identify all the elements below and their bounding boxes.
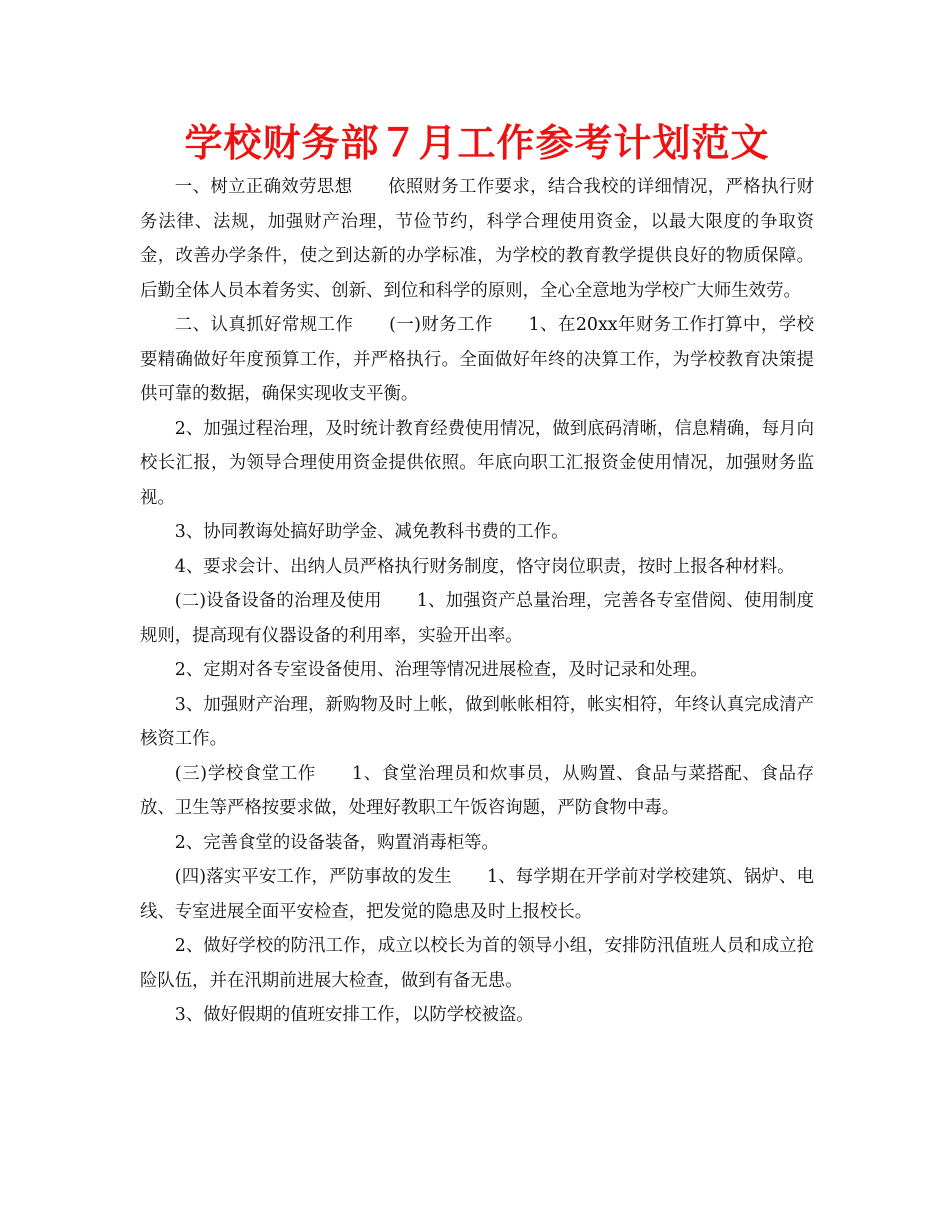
paragraph: 3、做好假期的值班安排工作，以防学校被盗。	[174, 1005, 534, 1025]
document-body	[140, 170, 814, 1033]
paragraph: 4、要求会计、出纳人员严格执行财务制度，恪守岗位职责，按时上报各种材料。	[174, 556, 795, 577]
paragraph: 3、协同教诲处搞好助学金、减免教科书费的工作。	[174, 522, 569, 542]
document-page	[140, 116, 814, 1033]
paragraph: 一、树立正确效劳思想 依照财务工作要求，结合我校的详细情况，严格执行财务法律、法规，加强财产治理，节俭节约，科学合理使用资金，以最大限度的争取资金，改善办学条件，使之到达新的办学标准，为学校的教育教学提供良好的物质保障。后勤全体人员本着务实、创新、到位和科学的原则，全心全意地为学校广大师生效劳。	[140, 177, 814, 301]
paragraph: 二、认真抓好常规工作 (一)财务工作 1、在20xx年财务工作打算中，学校要精确做好年度预算工作，并严格执行。全面做好年终的决算工作，为学校教育决策提供可靠的数据，确保实现收支平衡。	[140, 315, 814, 404]
paragraph: 2、加强过程治理，及时统计教育经费使用情况，做到底码清晰，信息精确，每月向校长汇报，为领导合理使用资金提供依照。年底向职工汇报资金使用情况，加强财务监视。	[140, 418, 814, 508]
paragraph: 2、定期对各专室设备使用、治理等情况进展检查，及时记录和处理。	[174, 660, 708, 680]
paragraph: 2、做好学校的防汛工作，成立以校长为首的领导小组，安排防汛值班人员和成立抢险队伍，并在汛期前进展大检查，做到有备无患。	[140, 936, 814, 991]
paragraph: (三)学校食堂工作 1、食堂治理员和炊事员，从购置、食品与菜搭配、食品存放、卫生等严格按要求做，处理好教职工午饭咨询题，严防食物中毒。	[140, 763, 814, 818]
paragraph: 2、完善食堂的设备装备，购置消毒柜等。	[174, 832, 499, 853]
paragraph: (四)落实平安工作，严防事故的发生 1、每学期在开学前对学校建筑、锅炉、电线、专室进展全面平安检查，把发觉的隐患及时上报校长。	[140, 867, 814, 922]
paragraph: 3、加强财产治理，新购物及时上帐，做到帐帐相符，帐实相符，年终认真完成清产核资工作。	[140, 694, 814, 749]
paragraph: (二)设备设备的治理及使用 1、加强资产总量治理，完善各专室借阅、使用制度规则，提高现有仪器设备的利用率，实验开出率。	[140, 591, 814, 646]
document-title: 学校财务部７月工作参考计划范文	[184, 121, 770, 165]
